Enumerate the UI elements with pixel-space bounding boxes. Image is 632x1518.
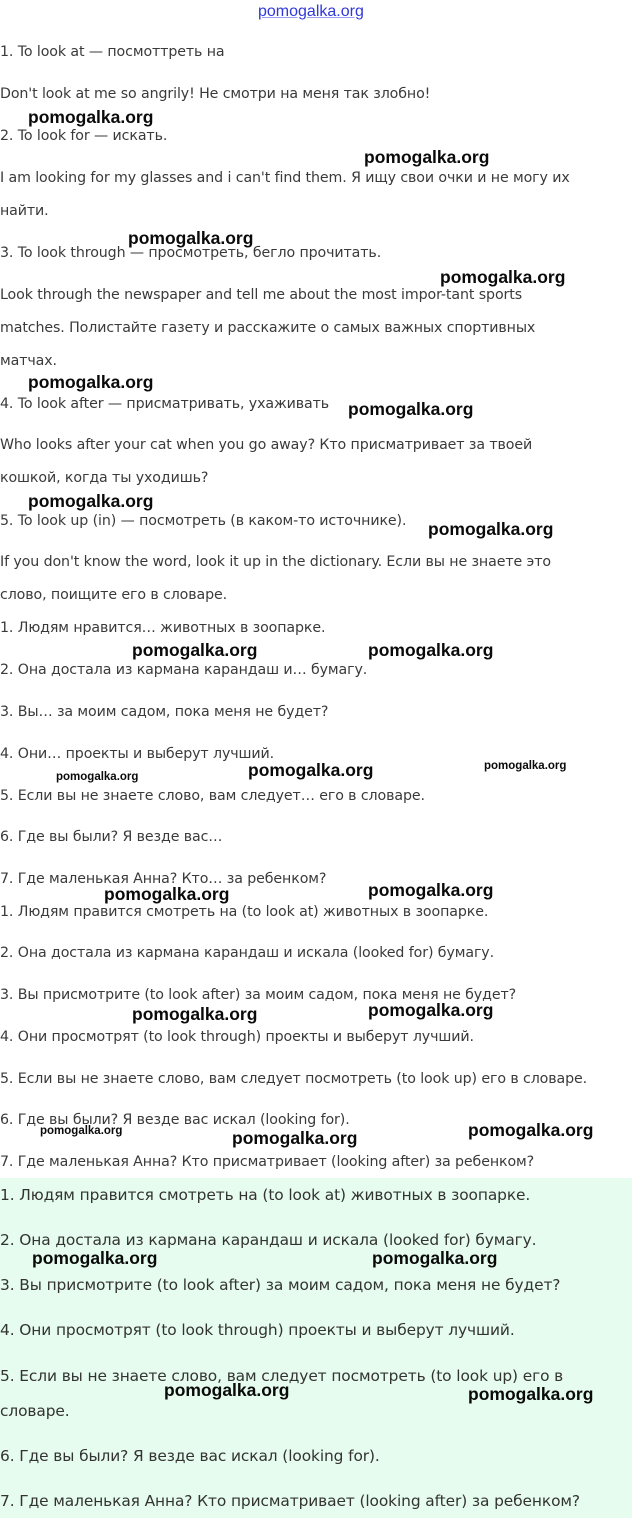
watermark: pomogalka.org [468,1384,594,1404]
example-line: слово, поищите его в словаре. [0,587,228,603]
watermark: pomogalka.org [164,1380,290,1400]
watermark: pomogalka.org [28,372,154,392]
watermark: pomogalka.org [364,147,490,167]
task-sentence: 3. Вы… за моим садом, пока меня не будет? [0,704,329,720]
watermark: pomogalka.org [32,1248,158,1268]
filled-sentence: 3. Вы присмотрите (to look after) за моим садом, пока меня не будет? [0,987,517,1003]
filled-sentence: 6. Где вы были? Я везде вас искал (looking for). [0,1112,350,1128]
example-line: Look through the newspaper and tell me about the most impor-tant sports [0,287,523,303]
watermark: pomogalka.org [248,760,374,780]
filled-sentence: 5. Если вы не знаете слово, вам следует посмотреть (to look up) его в словаре. [0,1071,588,1087]
watermark: pomogalka.org [440,267,566,287]
answer-sentence: 7. Где маленькая Анна? Кто присматривает (looking after) за ребенком? [0,1492,580,1510]
example-line: If you don't know the word, look it up in the dictionary. Если вы не знаете это [0,554,551,570]
task-sentence: 7. Где маленькая Анна? Кто… за ребенком? [0,871,327,887]
watermark: pomogalka.org [28,491,154,511]
example-line: matches. Полистайте газету и расскажите о самых важных спортивных [0,320,536,336]
answer-panel [0,1178,632,1518]
example-line: матчах. [0,353,57,369]
watermark: pomogalka.org [132,640,258,660]
example-line: кошкой, когда ты уходишь? [0,470,209,486]
answer-sentence: 6. Где вы были? Я везде вас искал (looking for). [0,1447,380,1465]
watermark: pomogalka.org [428,519,554,539]
answer-sentence: 3. Вы присмотрите (to look after) за моим садом, пока меня не будет? [0,1276,561,1294]
watermark: pomogalka.org [372,1248,498,1268]
watermark: pomogalka.org [132,1004,258,1024]
definition-line: 5. To look up (in) — посмотреть (в каком-то источнике). [0,513,407,529]
example-line: Don't look at me so angrily! Не смотри на меня так злобно! [0,86,431,102]
watermark: pomogalka.org [484,760,567,772]
task-sentence: 4. Они… проекты и выберут лучший. [0,746,275,762]
filled-sentence: 2. Она достала из кармана карандаш и искала (looked for) бумагу. [0,945,495,961]
task-sentence: 2. Она достала из кармана карандаш и… бумагу. [0,662,368,678]
task-sentence: 1. Людям нравится… животных в зоопарке. [0,620,326,636]
answer-sentence: 5. Если вы не знаете слово, вам следует посмотреть (to look up) его в [0,1367,564,1385]
answer-sentence: 1. Людям правится смотреть на (to look at) животных в зоопарке. [0,1186,531,1204]
definition-line: 3. To look through — просмотреть, бегло прочитать. [0,245,382,261]
answer-sentence: 2. Она достала из кармана карандаш и искала (looked for) бумагу. [0,1231,537,1249]
answer-sentence: словаре. [0,1402,70,1420]
example-line: найти. [0,203,49,219]
watermark: pomogalka.org [232,1128,358,1148]
definition-line: 2. To look for — искать. [0,128,168,144]
watermark: pomogalka.org [368,880,494,900]
task-sentence: 6. Где вы были? Я везде вас… [0,829,223,845]
filled-sentence: 4. Они просмотрят (to look through) проекты и выберут лучший. [0,1029,474,1045]
example-line: Who looks after your cat when you go away? Кто присматривает за твоей [0,437,533,453]
task-sentence: 5. Если вы не знаете слово, вам следует… его в словаре. [0,788,425,804]
filled-sentence: 1. Людям правится смотреть на (to look at) животных в зоопарке. [0,904,489,920]
answer-sentence: 4. Они просмотрят (to look through) проекты и выберут лучший. [0,1321,515,1339]
watermark: pomogalka.org [28,107,154,127]
watermark: pomogalka.org [368,640,494,660]
watermark: pomogalka.org [468,1120,594,1140]
watermark: pomogalka.org [128,228,254,248]
watermark: pomogalka.org [40,1125,123,1137]
definition-line: 4. To look after — присматривать, ухаживать [0,396,330,412]
watermark: pomogalka.org [348,399,474,419]
header-watermark-link[interactable]: pomogalka.org [258,3,364,20]
definition-line: 1. To look at — посмоттреть на [0,44,225,60]
watermark: pomogalka.org [368,1000,494,1020]
filled-sentence: 7. Где маленькая Анна? Кто присматривает (looking after) за ребенком? [0,1154,535,1170]
example-line: I am looking for my glasses and i can't find them. Я ищу свои очки и не могу их [0,170,570,186]
watermark: pomogalka.org [56,771,139,783]
watermark: pomogalka.org [104,884,230,904]
